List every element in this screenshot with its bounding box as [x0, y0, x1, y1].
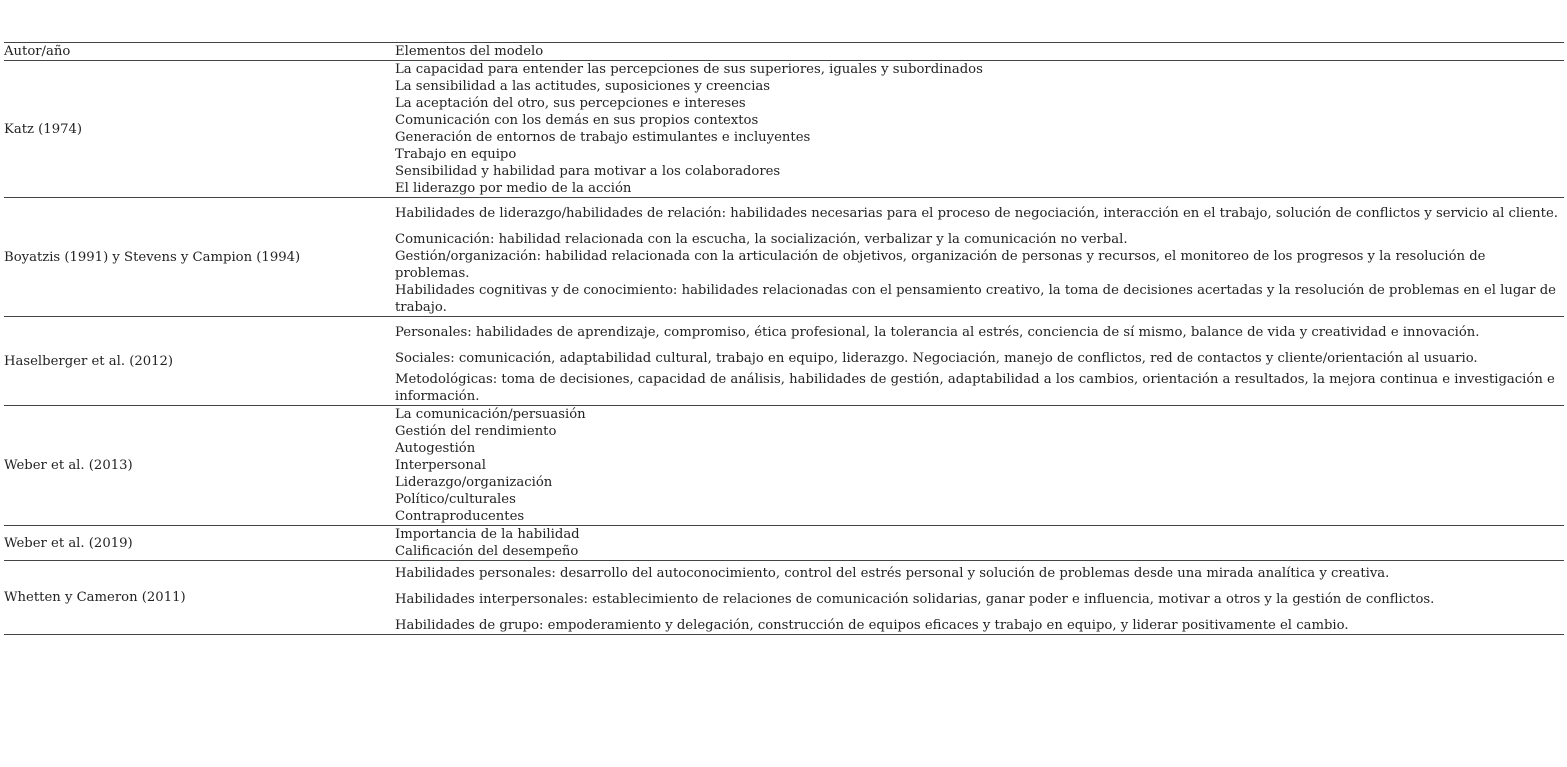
- elements-cell: [395, 198, 1564, 317]
- header-elements: Elementos del modelo: [395, 43, 1564, 61]
- element-item: Comunicación: habilidad relacionada con la escucha, la socialización, verbalizar y la comunicación no verbal.: [395, 232, 1128, 247]
- table-row: [4, 526, 1564, 561]
- table-row: [4, 198, 1564, 317]
- element-item: La comunicación/persuasión: [395, 407, 586, 422]
- element-item: Comunicación con los demás en sus propios contextos: [395, 113, 759, 128]
- element-item: La capacidad para entender las percepciones de sus superiores, iguales y subordinados: [395, 62, 983, 77]
- author-cell: Whetten y Cameron (2011): [4, 590, 186, 605]
- elements-cell: [395, 317, 1564, 406]
- element-item: Gestión/organización: habilidad relacionada con la articulación de objetivos, organización de personas y recursos, el monitoreo de los progresos y la resolución de problemas.: [395, 249, 1486, 281]
- elements-cell: [395, 526, 1564, 561]
- element-item: Habilidades de liderazgo/habilidades de relación: habilidades necesarias para el proceso de negociación, interacción en el trabajo, solución de conflictos y servicio al cliente.: [395, 206, 1558, 221]
- element-item: Contraproducentes: [395, 509, 525, 524]
- element-item: Autogestión: [395, 441, 476, 456]
- element-item: Sociales: comunicación, adaptabilidad cultural, trabajo en equipo, liderazgo. Negociación, manejo de conflictos, red de contactos y cliente/orientación al usuario.: [395, 351, 1478, 366]
- elements-cell: [395, 61, 1564, 198]
- author-cell: Weber et al. (2013): [4, 458, 133, 473]
- element-item: Calificación del desempeño: [395, 544, 579, 559]
- element-item: Habilidades de grupo: empoderamiento y delegación, construcción de equipos eficaces y trabajo en equipo, y liderar positivamente el cambio.: [395, 618, 1349, 633]
- element-item: Interpersonal: [395, 458, 486, 473]
- element-item: Metodológicas: toma de decisiones, capacidad de análisis, habilidades de gestión, adaptabilidad a los cambios, orientación a resultados, la mejora continua e investigación e información.: [395, 372, 1555, 404]
- author-cell: Haselberger et al. (2012): [4, 353, 174, 369]
- element-item: Político/culturales: [395, 492, 516, 507]
- table-header-row: [4, 43, 1564, 61]
- table-row: [4, 317, 1564, 406]
- table-row: [4, 406, 1564, 526]
- element-item: Sensibilidad y habilidad para motivar a los colaboradores: [395, 164, 781, 179]
- author-cell: Katz (1974): [4, 121, 83, 137]
- author-cell: Boyatzis (1991) y Stevens y Campion (1994): [4, 249, 301, 265]
- element-item: Gestión del rendimiento: [395, 424, 557, 439]
- element-item: Habilidades personales: desarrollo del autoconocimiento, control del estrés personal y solución de problemas desde una mirada analítica y creativa.: [395, 566, 1390, 581]
- element-item: La sensibilidad a las actitudes, suposiciones y creencias: [395, 79, 771, 94]
- elements-cell: [395, 406, 1564, 526]
- element-item: La aceptación del otro, sus percepciones e intereses: [395, 96, 746, 111]
- element-item: Importancia de la habilidad: [395, 527, 580, 542]
- element-item: Generación de entornos de trabajo estimulantes e incluyentes: [395, 130, 811, 145]
- author-cell: Weber et al. (2019): [4, 535, 133, 551]
- element-item: Personales: habilidades de aprendizaje, compromiso, ética profesional, la tolerancia al estrés, conciencia de sí mismo, balance de vida y creatividad e innovación.: [395, 325, 1480, 340]
- element-item: Trabajo en equipo: [395, 147, 517, 162]
- table-row: [4, 61, 1564, 198]
- element-item: Liderazgo/organización: [395, 475, 553, 490]
- table-row: [4, 561, 1564, 635]
- element-item: Habilidades cognitivas y de conocimiento: habilidades relacionadas con el pensamiento creativo, la toma de decisiones acertadas y la resolución de problemas en el lugar de trabajo.: [395, 283, 1556, 315]
- header-author: Autor/año: [4, 43, 395, 61]
- element-item: Habilidades interpersonales: establecimiento de relaciones de comunicación solidarias, ganar poder e influencia, motivar a otros y la gestión de conflictos.: [395, 592, 1435, 607]
- elements-cell: [395, 561, 1564, 635]
- element-item: El liderazgo por medio de la acción: [395, 181, 632, 196]
- skills-models-table: [4, 42, 1564, 635]
